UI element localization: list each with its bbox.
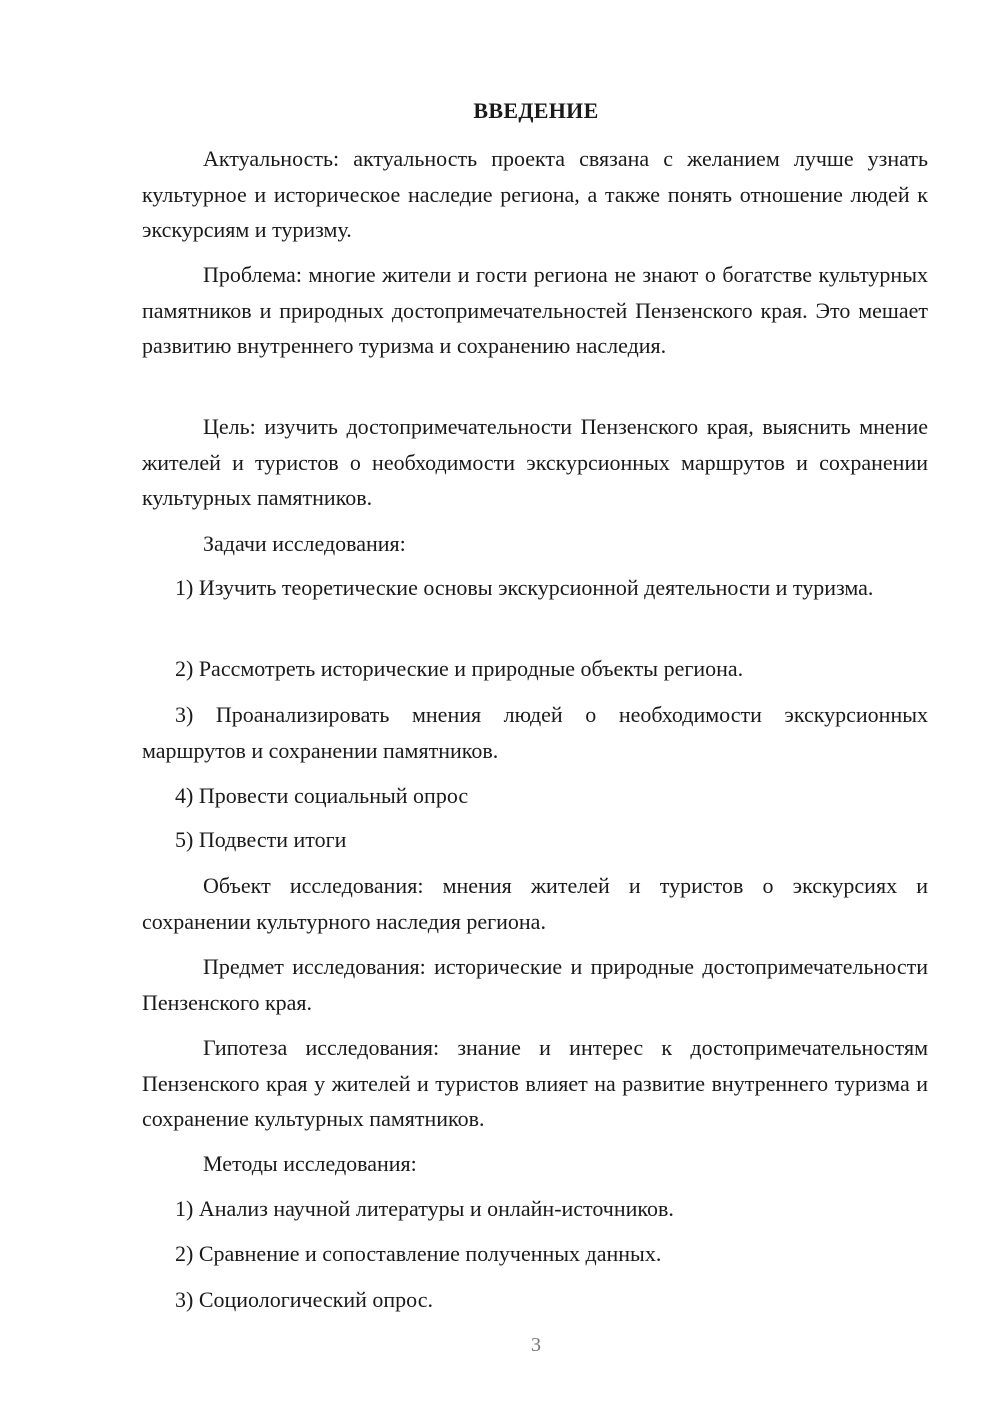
- method-item-2: 2) Сравнение и сопоставление полученных данных.: [175, 1241, 662, 1266]
- task-item-5: 5) Подвести итоги: [175, 827, 347, 852]
- page-title: ВВЕДЕНИЕ: [473, 98, 599, 123]
- subject-paragraph: Предмет исследования: исторические и природные достопримечательности Пензенского края.: [142, 954, 928, 1015]
- relevance-paragraph: Актуальность: актуальность проекта связана с желанием лучше узнать культурное и историческое наследие региона, а также понять отношение людей к экскурсиям и туризму.: [142, 146, 928, 242]
- task-item-1: 1) Изучить теоретические основы экскурсионной деятельности и туризма.: [175, 575, 874, 600]
- hypothesis-paragraph: Гипотеза исследования: знание и интерес к достопримечательностям Пензенского края у жителей и туристов влияет на развитие внутреннего туризма и сохранение культурных памятников.: [142, 1035, 928, 1131]
- task-item-3: 3) Проанализировать мнения людей о необходимости экскурсионных маршрутов и сохранении памятников.: [142, 702, 928, 763]
- method-item-3: 3) Социологический опрос.: [175, 1287, 433, 1312]
- method-item-1: 1) Анализ научной литературы и онлайн-источников.: [175, 1196, 674, 1221]
- task-item-2: 2) Рассмотреть исторические и природные объекты региона.: [175, 656, 744, 681]
- page-number: 3: [531, 1334, 541, 1356]
- problem-paragraph: Проблема: многие жители и гости региона не знают о богатстве культурных памятников и природных достопримечательностей Пензенского края. Это мешает развитию внутреннего туризма и сохранению наследия.: [142, 262, 928, 358]
- goal-paragraph: Цель: изучить достопримечательности Пензенского края, выяснить мнение жителей и туристов о необходимости экскурсионных маршрутов и сохранении культурных памятников.: [142, 414, 928, 510]
- methods-title: Методы исследования:: [203, 1151, 417, 1176]
- task-item-4: 4) Провести социальный опрос: [175, 783, 469, 808]
- object-paragraph: Объект исследования: мнения жителей и туристов о экскурсиях и сохранении культурного наследия региона.: [142, 873, 928, 934]
- tasks-title: Задачи исследования:: [203, 531, 406, 556]
